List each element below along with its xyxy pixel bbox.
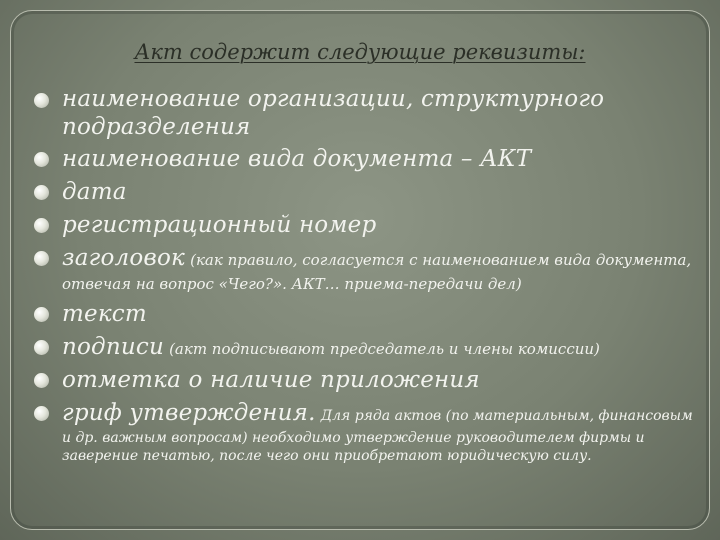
slide-title: Акт содержит следующие реквизиты: bbox=[134, 40, 586, 64]
item-text: отметка о наличие приложения bbox=[62, 367, 480, 393]
list-item bbox=[24, 332, 704, 362]
item-text: дата bbox=[62, 179, 127, 205]
item-text: текст bbox=[62, 301, 147, 327]
list-item bbox=[24, 243, 704, 295]
item-text: наименование организации, структурного подразделения bbox=[62, 86, 605, 140]
bullet-icon bbox=[34, 218, 49, 233]
bullet-icon bbox=[34, 185, 49, 200]
list-item bbox=[24, 85, 704, 141]
item-note: (как правило, согласуется с наименованием вида документа, отвечая на вопрос «Чего?». АКТ… приема-передачи дел) bbox=[62, 251, 692, 293]
item-text: гриф утверждения. bbox=[62, 400, 316, 426]
item-text: наименование вида документа – АКТ bbox=[62, 146, 532, 172]
requisites-list bbox=[24, 85, 704, 464]
bullet-icon bbox=[34, 373, 49, 388]
item-note: (акт подписывают председатель и члены комиссии) bbox=[169, 340, 600, 358]
list-item bbox=[24, 144, 704, 174]
item-note: Для ряда актов (по материальным, финансовым и др. важным вопросам) необходимо утверждение руководителем фирмы и заверение печатью, после чего они приобретают юридическую силу. bbox=[62, 408, 693, 464]
bullet-icon bbox=[34, 93, 49, 108]
bullet-icon bbox=[34, 340, 49, 355]
item-text: подписи bbox=[62, 334, 164, 360]
bullet-icon bbox=[34, 152, 49, 167]
bullet-icon bbox=[34, 251, 49, 266]
item-text: заголовок bbox=[62, 245, 185, 271]
list-item bbox=[24, 177, 704, 207]
bullet-icon bbox=[34, 406, 49, 421]
item-text: регистрационный номер bbox=[62, 212, 377, 238]
list-item bbox=[24, 299, 704, 329]
list-item bbox=[24, 210, 704, 240]
bullet-icon bbox=[34, 307, 49, 322]
list-item bbox=[24, 365, 704, 395]
list-item bbox=[24, 398, 704, 464]
